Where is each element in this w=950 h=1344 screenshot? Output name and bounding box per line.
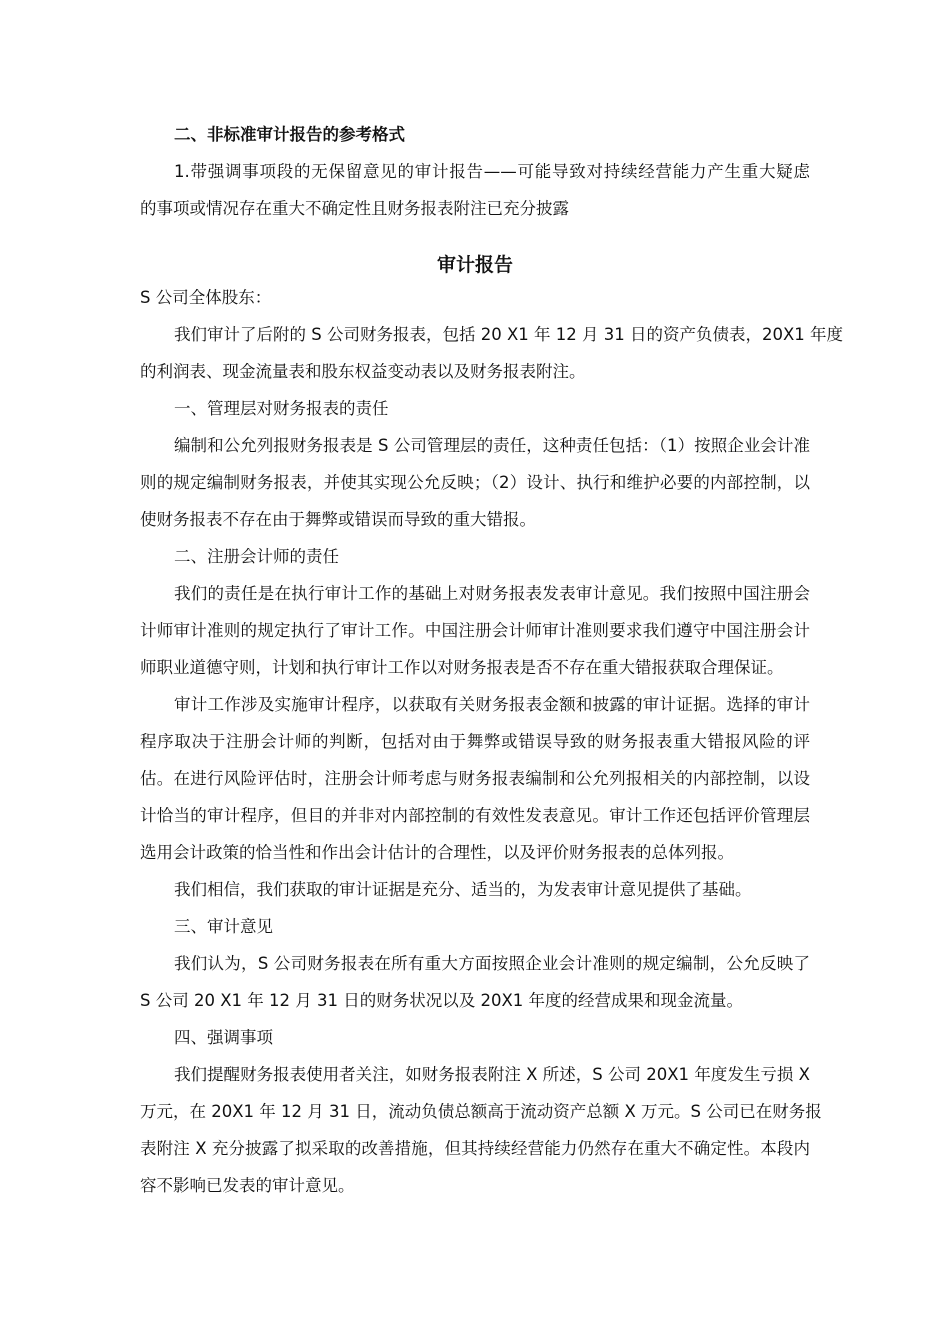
sec2-p2-line-2: 程序取决于注册会计师的判断，包括对由于舞弊或错误导致的财务报表重大错报风险的评: [140, 732, 810, 751]
sec3-heading: 三、审计意见: [174, 917, 273, 936]
subsection-heading-line-2: 的事项或情况存在重大不确定性且财务报表附注已充分披露: [140, 199, 569, 218]
sec1-line-1: 编制和公允列报财务报表是 S 公司管理层的责任，这种责任包括：（1）按照企业会计准: [174, 436, 810, 455]
subsection-heading-line-1: 1.带强调事项段的无保留意见的审计报告——可能导致对持续经营能力产生重大疑虑: [174, 162, 810, 181]
sec4-line-3: 表附注 X 充分披露了拟采取的改善措施，但其持续经营能力仍然存在重大不确定性。本段内: [140, 1139, 810, 1158]
sec2-p3-line-1: 我们相信，我们获取的审计证据是充分、适当的，为发表审计意见提供了基础。: [174, 880, 752, 899]
section-heading: 二、非标准审计报告的参考格式: [174, 125, 405, 144]
addressee: S 公司全体股东：: [140, 288, 272, 307]
sec4-line-2: 万元，在 20X1 年 12 月 31 日，流动负债总额高于流动资产总额 X 万元。S 公司已在财务报: [140, 1102, 822, 1121]
intro-line-2: 的利润表、现金流量表和股东权益变动表以及财务报表附注。: [140, 362, 586, 381]
sec2-p2-line-5: 选用会计政策的恰当性和作出会计估计的合理性，以及评价财务报表的总体列报。: [140, 843, 734, 862]
sec2-p2-line-1: 审计工作涉及实施审计程序，以获取有关财务报表金额和披露的审计证据。选择的审计: [174, 695, 810, 714]
sec2-p1-line-2: 计师审计准则的规定执行了审计工作。中国注册会计师审计准则要求我们遵守中国注册会计: [140, 621, 810, 640]
sec4-line-4: 容不影响已发表的审计意见。: [140, 1176, 355, 1195]
sec1-line-3: 使财务报表不存在由于舞弊或错误而导致的重大错报。: [140, 510, 536, 529]
sec3-line-1: 我们认为，S 公司财务报表在所有重大方面按照企业会计准则的规定编制，公允反映了: [174, 954, 810, 973]
sec4-heading: 四、强调事项: [174, 1028, 273, 1047]
document-page: [140, 0, 844, 1344]
intro-line-1: 我们审计了后附的 S 公司财务报表，包括 20 X1 年 12 月 31 日的资产负债表，20X1 年度: [174, 325, 844, 344]
sec2-p2-line-4: 计恰当的审计程序，但目的并非对内部控制的有效性发表意见。审计工作还包括评价管理层: [140, 806, 810, 825]
sec2-p1-line-3: 师职业道德守则，计划和执行审计工作以对财务报表是否不存在重大错报获取合理保证。: [140, 658, 784, 677]
sec2-heading: 二、注册会计师的责任: [174, 547, 339, 566]
sec1-heading: 一、管理层对财务报表的责任: [174, 399, 389, 418]
sec2-p1-line-1: 我们的责任是在执行审计工作的基础上对财务报表发表审计意见。我们按照中国注册会: [174, 584, 810, 603]
sec2-p2-line-3: 估。在进行风险评估时，注册会计师考虑与财务报表编制和公允列报相关的内部控制，以设: [140, 769, 810, 788]
report-title: 审计报告: [436, 254, 513, 276]
sec3-line-2: S 公司 20 X1 年 12 月 31 日的财务状况以及 20X1 年度的经营成果和现金流量。: [140, 991, 744, 1010]
sec1-line-2: 则的规定编制财务报表，并使其实现公允反映；（2）设计、执行和维护必要的内部控制，以: [140, 473, 810, 492]
sec4-line-1: 我们提醒财务报表使用者关注，如财务报表附注 X 所述，S 公司 20X1 年度发生亏损 X: [174, 1065, 810, 1084]
